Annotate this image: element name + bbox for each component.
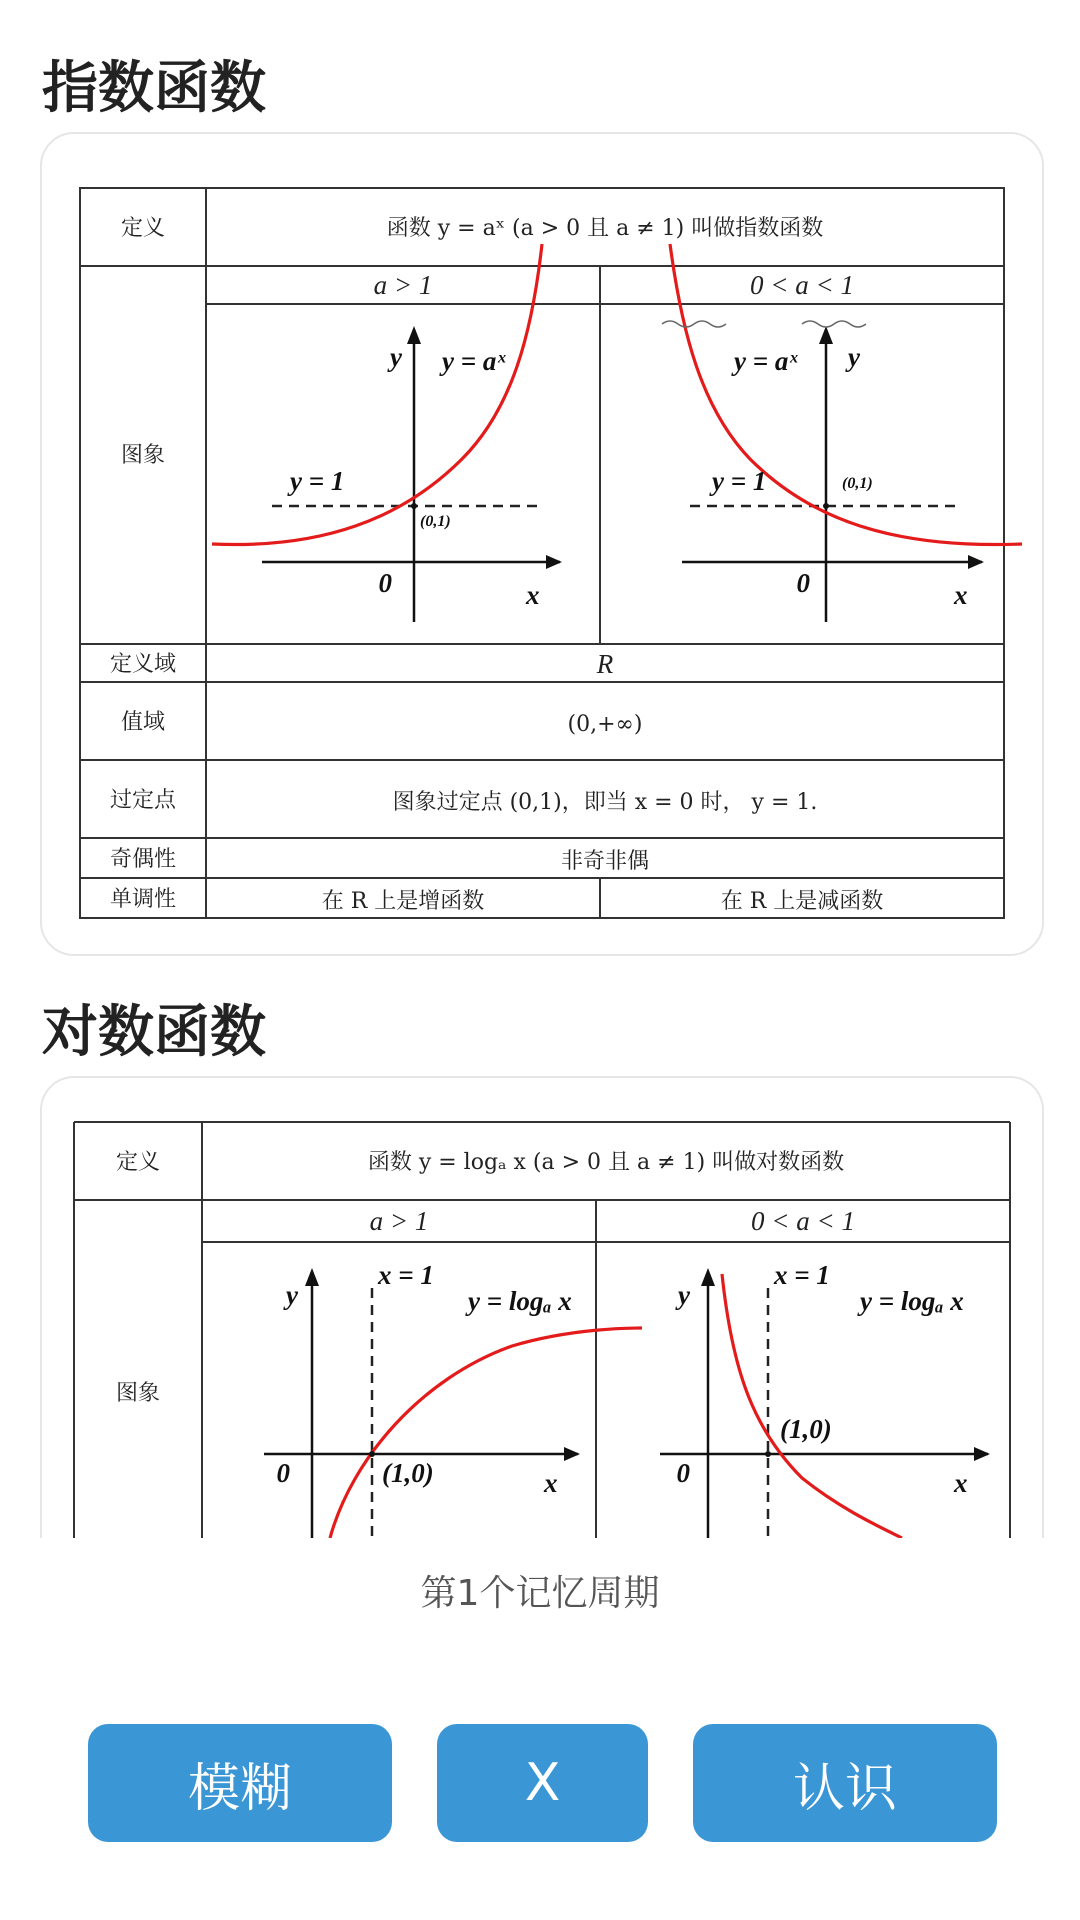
y-axis-label: y <box>390 342 402 372</box>
monotonicity-increasing: 在 R 上是增函数 <box>321 889 485 914</box>
row-label-range: 值域 <box>120 710 166 735</box>
logarithmic-definition: 函数 y = logₐ x (a > 0 且 a ≠ 1) 叫做对数函数 <box>367 1150 845 1175</box>
fixed-point-value: 图象过定点 (0,1)，即当 x = 0 时， y = 1. <box>392 790 818 815</box>
case-a-lt-1: 0 < a < 1 <box>750 270 854 300</box>
memory-cycle-label: 第1个记忆周期 <box>420 1573 660 1614</box>
graph-exponential-increasing <box>212 244 562 622</box>
vertical-line-label: x = 1 <box>774 1260 830 1290</box>
exponential-title: 指数函数 <box>42 56 266 121</box>
row-label-definition: 定义 <box>115 1150 161 1175</box>
vertical-line-label: x = 1 <box>378 1260 434 1290</box>
row-label-domain: 定义域 <box>109 652 177 677</box>
graph-exponential-decreasing <box>662 244 1022 622</box>
exponential-table-image <box>42 134 1042 954</box>
x-axis-label: x <box>954 580 968 610</box>
x-axis-label: x <box>954 1468 968 1498</box>
y-axis-label: y <box>678 1280 690 1310</box>
graph-log-decreasing <box>660 1260 990 1538</box>
logarithmic-card <box>40 1076 1044 1538</box>
monotonicity-decreasing: 在 R 上是减函数 <box>720 889 884 914</box>
parity-value: 非奇非偶 <box>560 849 650 874</box>
origin-label: 0 <box>676 1458 690 1488</box>
row-label-graph: 图象 <box>115 1381 161 1406</box>
logarithmic-title: 对数函数 <box>42 1000 266 1065</box>
graph-log-increasing <box>264 1260 642 1538</box>
case-a-gt-1: a > 1 <box>369 1206 429 1236</box>
point-label: (0,1) <box>842 475 873 492</box>
x-axis-label: x <box>544 1468 558 1498</box>
curve-label: y = aˣ <box>734 346 798 376</box>
row-label-fixed-point: 过定点 <box>109 788 177 813</box>
origin-label: 0 <box>276 1458 290 1488</box>
exponential-card <box>40 132 1044 956</box>
row-label-definition: 定义 <box>120 216 166 241</box>
y-axis-label: y <box>286 1280 298 1310</box>
y-axis-label: y <box>848 342 860 372</box>
domain-value: R <box>596 649 614 679</box>
know-button[interactable]: 认识 <box>693 1724 997 1842</box>
row-label-parity: 奇偶性 <box>109 847 177 872</box>
case-a-gt-1: a > 1 <box>373 270 433 300</box>
fuzzy-button[interactable]: 模糊 <box>88 1724 392 1842</box>
row-label-monotonicity: 单调性 <box>109 887 177 912</box>
range-value: (0,+∞) <box>567 712 643 737</box>
curve-label: y = logₐ x <box>860 1286 964 1316</box>
horizontal-line-label: y = 1 <box>712 466 767 496</box>
close-button[interactable]: X <box>437 1724 648 1842</box>
curve-label: y = aˣ <box>442 346 506 376</box>
exponential-definition: 函数 y = aˣ (a > 0 且 a ≠ 1) 叫做指数函数 <box>386 216 824 241</box>
curve-label: y = logₐ x <box>468 1286 572 1316</box>
point-label: (1,0) <box>382 1458 434 1488</box>
point-label: (0,1) <box>420 513 451 530</box>
origin-label: 0 <box>796 568 810 598</box>
horizontal-line-label: y = 1 <box>290 466 345 496</box>
origin-label: 0 <box>378 568 392 598</box>
case-a-lt-1: 0 < a < 1 <box>751 1206 855 1236</box>
x-axis-label: x <box>526 580 540 610</box>
point-label: (1,0) <box>780 1414 832 1444</box>
row-label-graph: 图象 <box>120 443 166 468</box>
logarithmic-table-image <box>42 1078 1042 1538</box>
